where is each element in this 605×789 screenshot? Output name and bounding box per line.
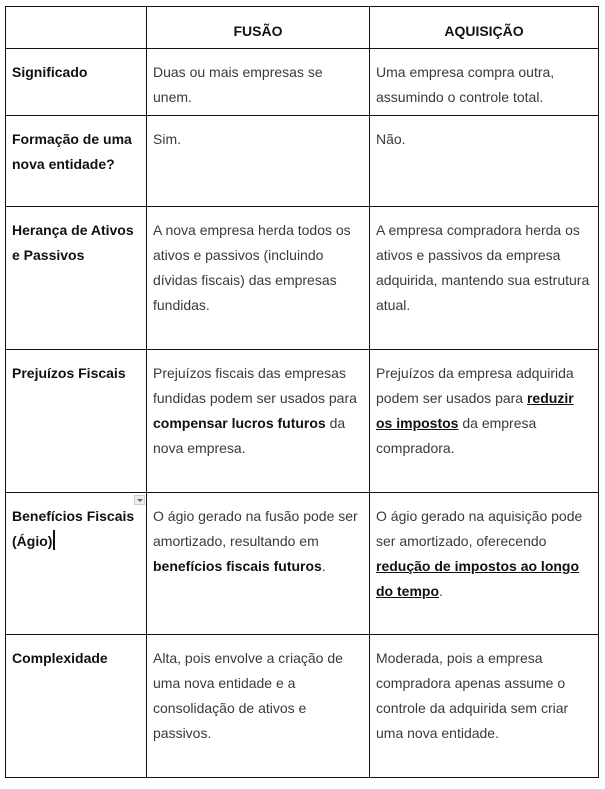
row-label: Benefícios Fiscais (Ágio): [12, 508, 135, 549]
fusao-text: O ágio gerado na fusão pode ser amortizado, resultando em benefícios fiscais futuros.: [153, 508, 358, 574]
aquisicao-cell[interactable]: [370, 207, 599, 350]
header-row: [6, 7, 599, 49]
aquisicao-text: Não.: [376, 131, 406, 147]
aquisicao-text: O ágio gerado na aquisição pode ser amortizado, oferecendo redução de impostos ao longo do tempo.: [376, 508, 583, 599]
emphasis-underlined-text: redução de impostos ao longo do tempo: [376, 558, 580, 599]
row-label: Formação de uma nova entidade?: [12, 131, 132, 172]
fusao-text: Sim.: [153, 131, 181, 147]
table-row: [6, 350, 599, 493]
fusao-text: Duas ou mais empresas se unem.: [153, 64, 323, 105]
row-label: Significado: [12, 64, 88, 80]
row-label: Herança de Ativos e Passivos: [12, 222, 134, 263]
aquisicao-cell[interactable]: [370, 493, 599, 635]
row-label-cell[interactable]: [6, 635, 147, 778]
aquisicao-text: Moderada, pois a empresa compradora apenas assume o controle da adquirida sem criar uma nova entidade.: [376, 650, 569, 741]
fusao-cell[interactable]: [147, 350, 370, 493]
table-row: [6, 49, 599, 116]
aquisicao-cell[interactable]: [370, 116, 599, 207]
fusao-cell[interactable]: [147, 493, 370, 635]
row-label: Prejuízos Fiscais: [12, 365, 126, 381]
fusao-cell[interactable]: [147, 635, 370, 778]
row-label: Complexidade: [12, 650, 108, 666]
aquisicao-text: Uma empresa compra outra, assumindo o controle total.: [376, 64, 555, 105]
header-aquisicao[interactable]: AQUISIÇÃO: [370, 7, 599, 49]
comparison-table: [5, 6, 599, 778]
text-cursor: [53, 530, 55, 550]
row-label-cell[interactable]: [6, 350, 147, 493]
fusao-cell[interactable]: [147, 116, 370, 207]
table-row: [6, 635, 599, 778]
header-empty[interactable]: [6, 7, 147, 49]
aquisicao-text: A empresa compradora herda os ativos e passivos da empresa adquirida, mantendo sua estrutura atual.: [376, 222, 590, 313]
header-fusao[interactable]: FUSÃO: [147, 7, 370, 49]
row-label-cell[interactable]: [6, 207, 147, 350]
table-row: [6, 116, 599, 207]
row-label-cell[interactable]: [6, 493, 147, 635]
dropdown-arrow-icon[interactable]: [134, 495, 145, 505]
aquisicao-cell[interactable]: [370, 49, 599, 116]
row-label-cell[interactable]: [6, 116, 147, 207]
aquisicao-cell[interactable]: [370, 350, 599, 493]
emphasis-text: benefícios fiscais futuros: [153, 558, 322, 574]
row-label-cell[interactable]: [6, 49, 147, 116]
fusao-text: A nova empresa herda todos os ativos e passivos (incluindo dívidas fiscais) das empresas fundidas.: [153, 222, 351, 313]
emphasis-text: compensar lucros futuros: [153, 415, 326, 431]
fusao-cell[interactable]: [147, 49, 370, 116]
table-row: [6, 207, 599, 350]
emphasis-underlined-text: reduzir os impostos: [376, 390, 574, 431]
table-row: [6, 493, 599, 635]
aquisicao-text: Prejuízos da empresa adquirida podem ser usados para reduzir os impostos da empresa compradora.: [376, 365, 574, 456]
aquisicao-cell[interactable]: [370, 635, 599, 778]
fusao-cell[interactable]: [147, 207, 370, 350]
fusao-text: Alta, pois envolve a criação de uma nova entidade e a consolidação de ativos e passivos.: [153, 650, 343, 741]
fusao-text: Prejuízos fiscais das empresas fundidas podem ser usados para compensar lucros futuros da nova empresa.: [153, 365, 357, 456]
